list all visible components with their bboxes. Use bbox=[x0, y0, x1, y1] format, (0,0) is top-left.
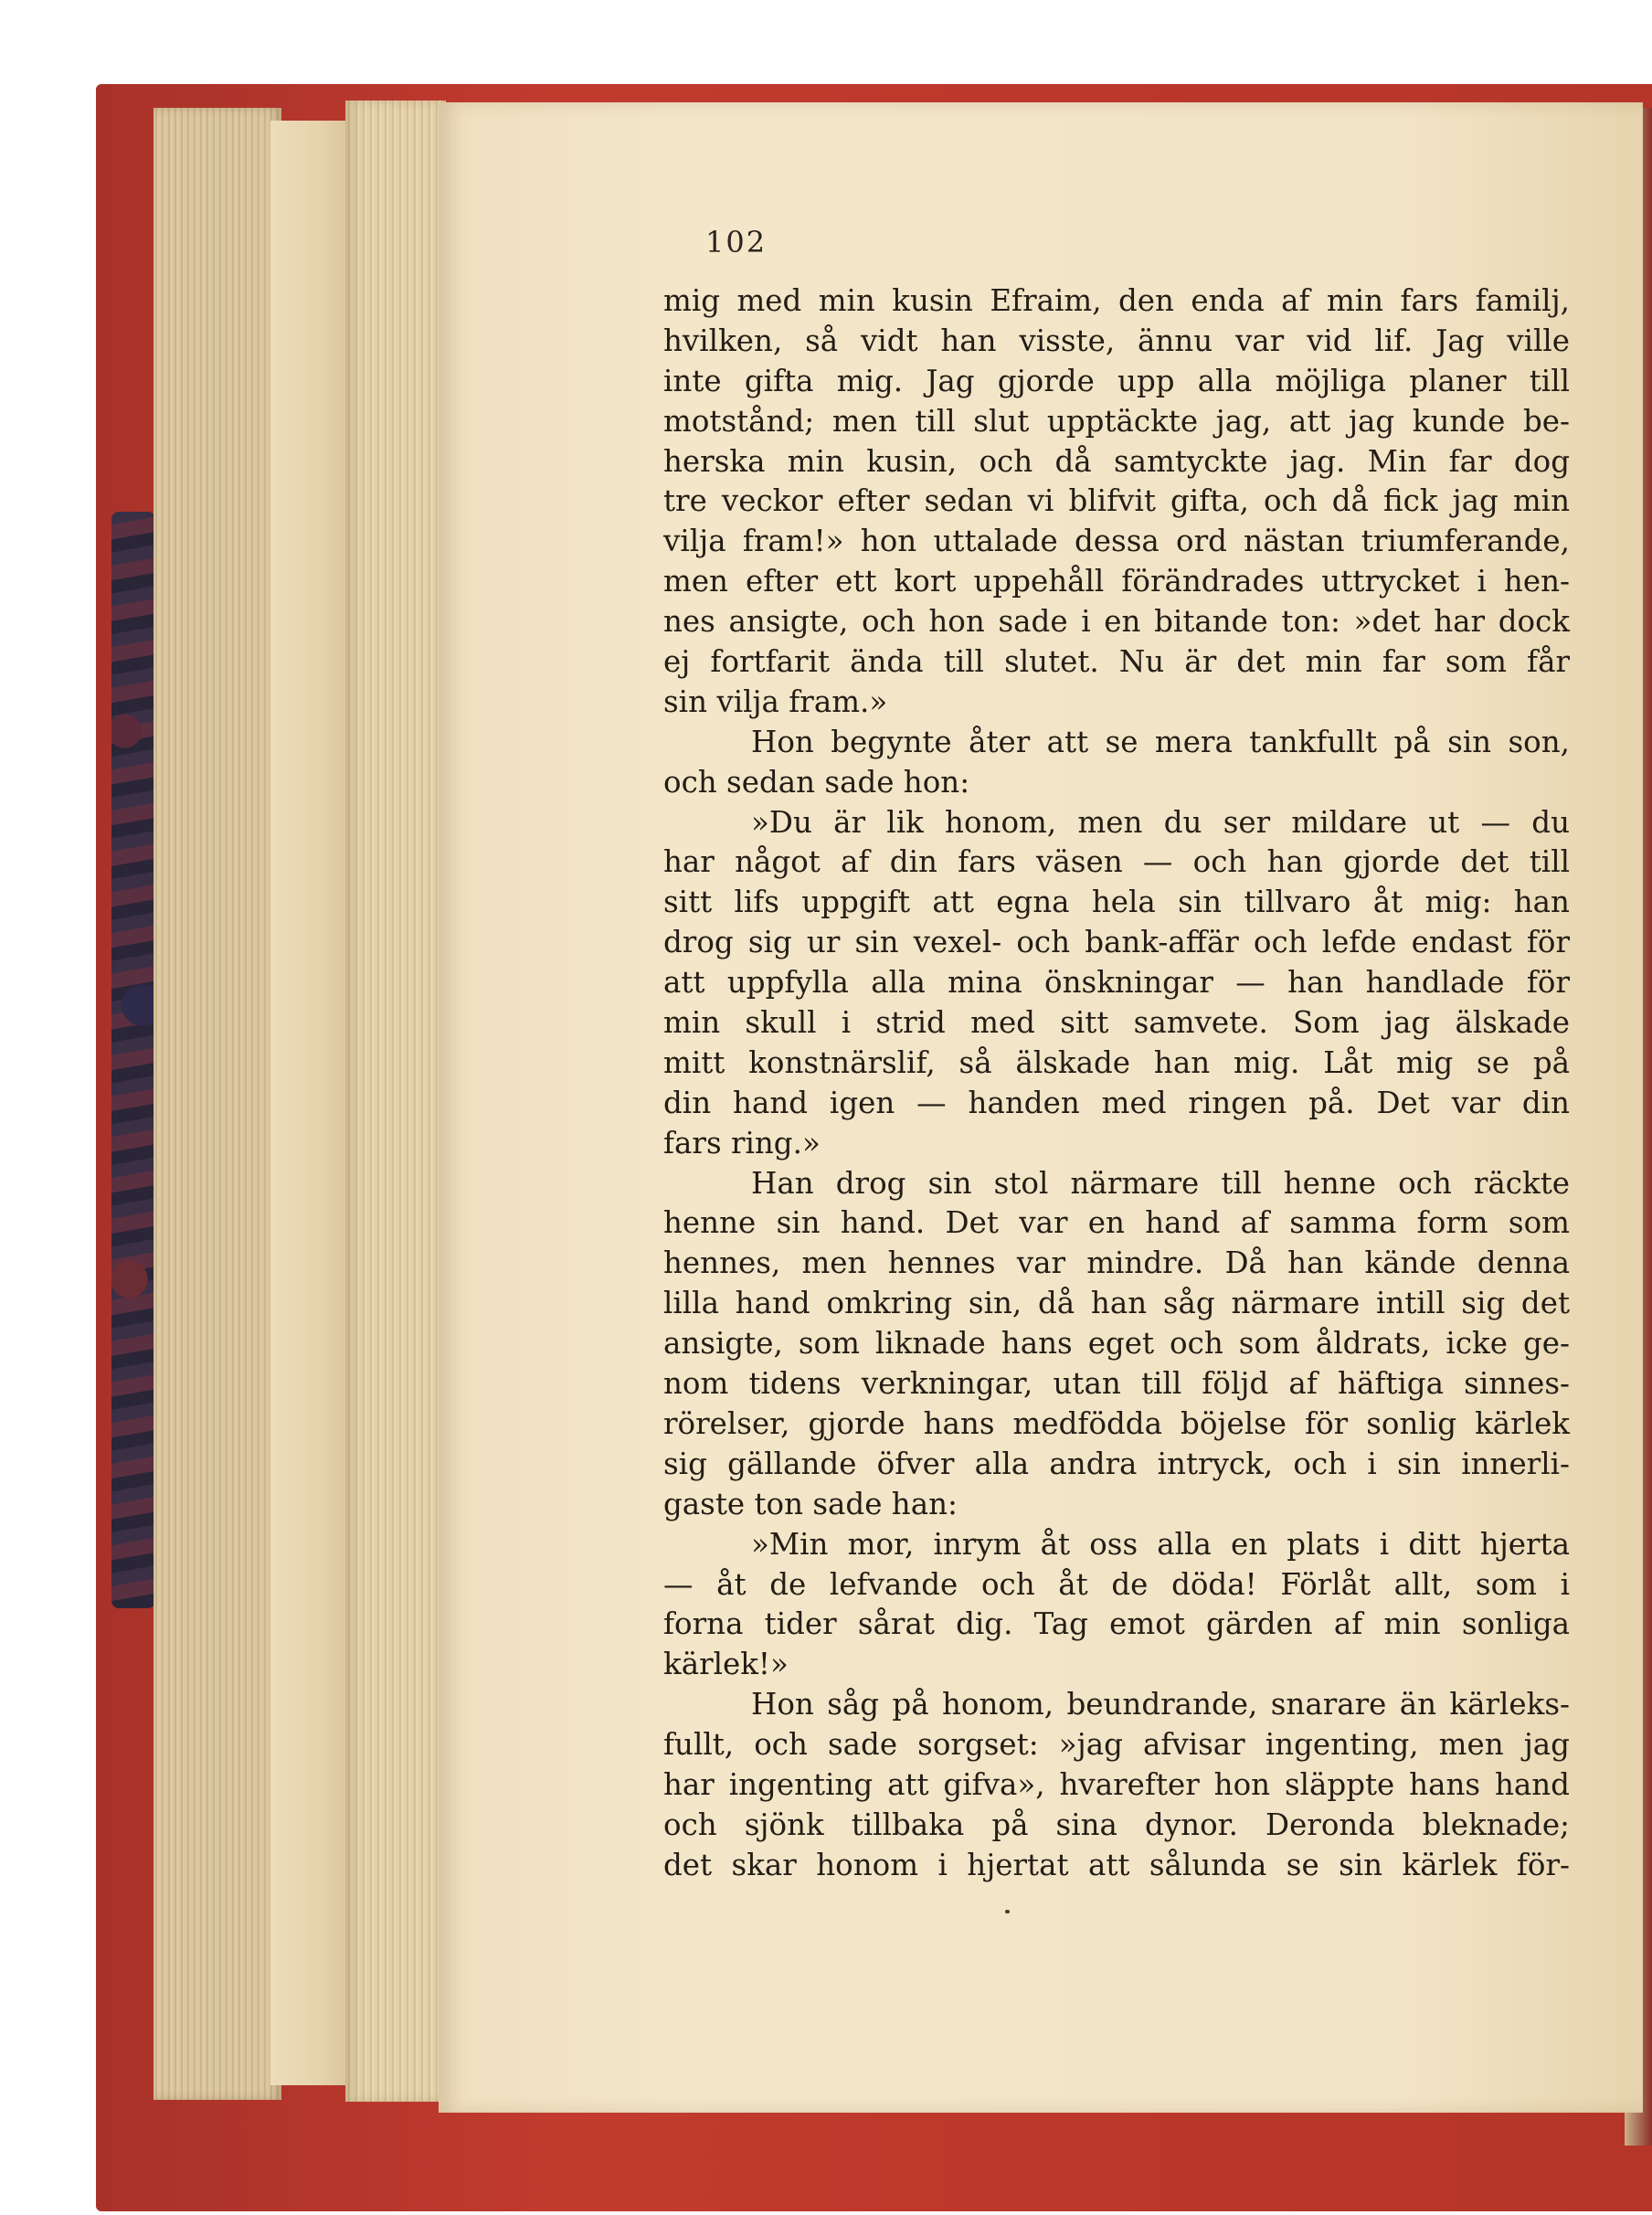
text-line: din hand igen — handen med ringen på. Det var din bbox=[663, 1085, 1570, 1120]
text-line: har något af din fars väsen — och han gjorde det till bbox=[663, 844, 1570, 880]
page-number: 102 bbox=[705, 225, 768, 260]
text-line: ej fortfarit ända till slutet. Nu är det min far som får bbox=[663, 644, 1570, 680]
page-stack-edge bbox=[154, 108, 281, 2100]
text-line: och sedan sade hon: bbox=[663, 764, 970, 800]
text-line: det skar honom i hjertat att sålunda se sin kärlek för- bbox=[663, 1847, 1570, 1882]
text-line: nes ansigte, och hon sade i en bitande ton: »det har dock bbox=[663, 604, 1570, 640]
text-line: att uppfylla alla mina önskningar — han handlade för bbox=[663, 965, 1570, 1001]
text-line: »Min mor, inrym åt oss alla en plats i ditt hjerta bbox=[751, 1526, 1570, 1562]
text-line: men efter ett kort uppehåll förändrades uttrycket i hen- bbox=[663, 564, 1570, 599]
text-line: och sjönk tillbaka på sina dynor. Deronda bleknade; bbox=[663, 1807, 1570, 1842]
text-line: motstånd; men till slut upptäckte jag, att jag kunde be- bbox=[663, 403, 1570, 439]
text-line: hvilken, så vidt han visste, ännu var vid lif. Jag ville bbox=[663, 323, 1570, 358]
marbled-endpaper bbox=[111, 512, 155, 1608]
page-text bbox=[663, 281, 1570, 1886]
page-stack-inner bbox=[270, 121, 353, 2085]
text-line: forna tider sårat dig. Tag emot gärden af min sonliga bbox=[663, 1606, 1570, 1642]
text-line: herska min kusin, och då samtyckte jag. Min far dog bbox=[663, 443, 1570, 479]
text-line: nom tidens verkningar, utan till följd af häftiga sinnes- bbox=[663, 1366, 1570, 1402]
text-line: mitt konstnärslif, så älskade han mig. Låt mig se på bbox=[663, 1044, 1570, 1080]
text-line: Han drog sin stol närmare till henne och räckte bbox=[751, 1165, 1570, 1201]
text-line: hennes, men hennes var mindre. Då han kände denna bbox=[663, 1245, 1570, 1281]
text-line: gaste ton sade han: bbox=[663, 1486, 958, 1521]
text-line: »Du är lik honom, men du ser mildare ut — du bbox=[751, 804, 1570, 840]
text-line: vilja fram!» hon uttalade dessa ord nästan triumferande, bbox=[663, 524, 1570, 559]
text-line: Hon såg på honom, beundrande, snarare än kärleks- bbox=[751, 1687, 1570, 1722]
text-line: — åt de lefvande och åt de döda! Förlåt allt, som i bbox=[663, 1566, 1570, 1602]
text-line: tre veckor efter sedan vi blifvit gifta, och då fick jag min bbox=[663, 483, 1570, 519]
text-line: sitt lifs uppgift att egna hela sin tillvaro åt mig: han bbox=[663, 885, 1570, 920]
text-line: inte gifta mig. Jag gjorde upp alla möjliga planer till bbox=[663, 363, 1570, 398]
text-line: mig med min kusin Efraim, den enda af min fars familj, bbox=[663, 283, 1570, 318]
text-line: drog sig ur sin vexel- och bank-affär och lefde endast för bbox=[663, 925, 1570, 960]
text-line: sin vilja fram.» bbox=[663, 684, 888, 719]
text-line: fullt, och sade sorgset: »jag afvisar ingenting, men jag bbox=[663, 1727, 1570, 1763]
text-line: min skull i strid med sitt samvete. Som jag älskade bbox=[663, 1005, 1570, 1041]
text-line: ansigte, som liknade hans eget och som åldrats, icke ge- bbox=[663, 1326, 1570, 1362]
text-line: henne sin hand. Det var en hand af samma form som bbox=[663, 1205, 1570, 1241]
text-line: Hon begynte åter att se mera tankfullt på sin son, bbox=[751, 724, 1570, 759]
text-line: rörelser, gjorde hans medfödda böjelse för sonlig kärlek bbox=[663, 1405, 1570, 1441]
page-stack-gutter bbox=[345, 101, 446, 2102]
ink-speck bbox=[1005, 1910, 1010, 1913]
text-line: kärlek!» bbox=[663, 1647, 789, 1682]
text-line: fars ring.» bbox=[663, 1125, 821, 1160]
text-line: lilla hand omkring sin, då han såg närmare intill sig det bbox=[663, 1286, 1570, 1321]
text-line: sig gällande öfver alla andra intryck, och i sin innerli- bbox=[663, 1446, 1570, 1481]
text-line: har ingenting att gifva», hvarefter hon släppte hans hand bbox=[663, 1766, 1570, 1802]
